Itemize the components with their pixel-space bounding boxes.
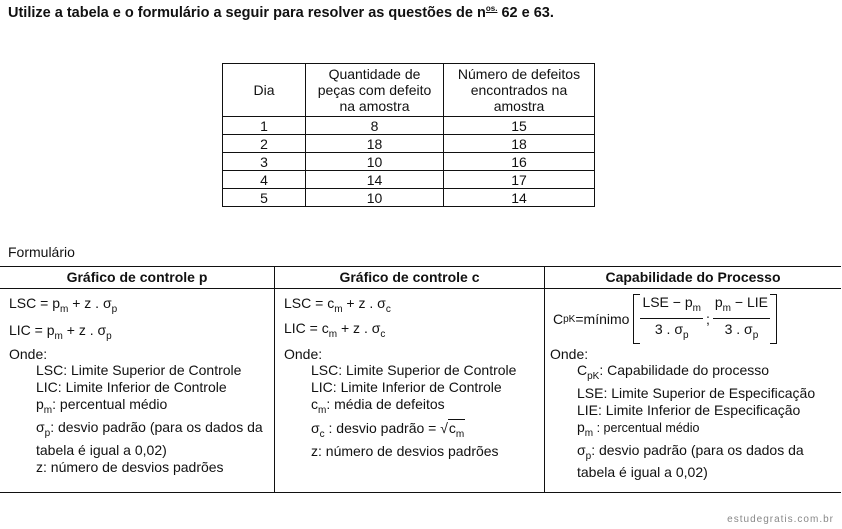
cell-numero: 18 [444, 135, 595, 153]
formula-cpk [553, 293, 777, 345]
column-title-capability: Capabilidade do Processo [545, 267, 841, 289]
sigma-symbol: σ [36, 418, 45, 435]
cell-dia: 5 [223, 189, 306, 207]
onde-label-c: Onde: [284, 346, 323, 362]
def-lsc-c: LSC: Limite Superior de Controle [311, 362, 517, 378]
lsc-c-sub2: c [385, 303, 391, 315]
fraction-lower-den [725, 319, 759, 344]
cm-text: : média de defeitos [326, 396, 445, 412]
table-row [223, 117, 595, 135]
frac1-den-sub: p [682, 329, 689, 341]
onde-label-p: Onde: [9, 346, 48, 362]
def-sigma-c [311, 419, 540, 443]
sigma-cap-symbol: σ [577, 441, 586, 458]
cell-dia: 1 [223, 117, 306, 135]
fraction-lower-num [713, 294, 770, 319]
table-header-row [223, 64, 595, 117]
cpk-symbol: C [553, 310, 564, 327]
column-control-c [275, 267, 545, 492]
pm-text: : percentual médio [52, 396, 168, 412]
frac1-num-sub: m [692, 303, 701, 314]
header-numero-defeitos [444, 64, 595, 117]
header-numero-line1: Número de defeitos [457, 66, 581, 82]
lic-p-sub2: p [106, 330, 112, 342]
cpk-bracket [633, 294, 777, 344]
lsc-c-sub: m [334, 303, 343, 315]
fraction-upper-num [640, 294, 703, 319]
lic-c-sub2: c [380, 328, 386, 340]
def-z-p: z: número de desvios padrões [36, 458, 224, 475]
def-z-c: z: número de desvios padrões [311, 442, 499, 459]
cell-dia: 4 [223, 171, 306, 189]
frac2-num-sub: m [722, 303, 732, 314]
def-pm-p [36, 396, 270, 419]
onde-label-cap: Onde: [550, 346, 589, 362]
table-row [223, 153, 595, 171]
fraction-separator: ; [705, 310, 710, 327]
cell-numero: 15 [444, 117, 595, 135]
question-heading [8, 4, 554, 21]
header-numero-line3: amostra [493, 98, 545, 114]
definitions-cap [577, 362, 837, 481]
formula-lsc-c [284, 295, 391, 318]
cell-dia: 2 [223, 135, 306, 153]
heading-text: Utilize a tabela e o formulário a seguir para resolver as questões de n [8, 4, 486, 21]
frac2-den: 3 . σ [724, 321, 753, 337]
def-cpk-symbol: C [577, 362, 588, 378]
def-cpk [577, 362, 837, 385]
cell-quantidade: 14 [306, 171, 444, 189]
sqrt-radicand [448, 419, 465, 443]
frac2-num-a: p [714, 294, 723, 311]
definitions-c [311, 362, 540, 460]
sqrt-sub: m [455, 428, 465, 440]
pm-symbol: p [36, 396, 44, 412]
formula-box [0, 266, 841, 493]
cell-dia: 3 [223, 153, 306, 171]
definitions-p [36, 362, 270, 476]
pm-cap-sub: m [584, 427, 594, 439]
pm-cap-symbol: p [577, 418, 585, 435]
formula-lic-p [9, 322, 112, 345]
cpk-eq: =mínimo [575, 310, 630, 327]
table-row [223, 171, 595, 189]
def-lie: LIE: Limite Inferior de Especificação [577, 401, 801, 418]
sigma-c-symbol: σ [311, 419, 320, 436]
def-sigma-cap [577, 442, 837, 482]
sigma-sub: p [44, 427, 51, 439]
lsc-c-part: LSC = c [284, 295, 335, 311]
def-pm-cap [577, 419, 837, 442]
header-numero-line2: encontrados na [470, 82, 568, 98]
def-lic-p: LIC: Limite Inferior de Controle [36, 379, 227, 395]
header-dia: Dia [223, 64, 306, 117]
lsc-c-part2: + z . σ [342, 295, 386, 311]
lic-p-part: LIC = p [9, 322, 55, 338]
header-quantidade-line1: Quantidade de [328, 66, 421, 82]
lic-p-part2: + z . σ [62, 322, 107, 338]
sigma-cap-text: : desvio padrão (para os dados da tabela é igual a 0,02) [577, 441, 804, 481]
fraction-upper [640, 294, 703, 344]
cell-numero: 16 [444, 153, 595, 171]
def-lse: LSE: Limite Superior de Especificação [577, 384, 816, 401]
pm-sub: m [43, 404, 53, 416]
fraction-upper-den [655, 319, 689, 344]
frac1-num: LSE − p [642, 294, 693, 311]
cpk-sub: pK [563, 313, 576, 325]
frac1-den: 3 . σ [654, 321, 683, 337]
header-quantidade [306, 64, 444, 117]
header-quantidade-line3: na amostra [339, 98, 410, 114]
watermark: estudegratis.com.br [727, 514, 834, 525]
pm-cap-text: : percentual médio [593, 420, 700, 435]
column-title-p: Gráfico de controle p [0, 267, 274, 289]
heading-tail: 62 e 63. [497, 4, 554, 21]
def-cm-c [311, 396, 540, 419]
lic-c-part: LIC = c [284, 320, 329, 336]
lsc-p-sub: m [59, 303, 69, 315]
cell-quantidade: 10 [306, 153, 444, 171]
sigma-c-sub: c [319, 428, 325, 440]
lsc-p-part: LSC = p [9, 295, 60, 311]
lic-c-part2: + z . σ [337, 320, 381, 336]
cell-quantidade: 18 [306, 135, 444, 153]
frac2-den-sub: p [752, 329, 759, 341]
def-cpk-text: : Capabilidade do processo [599, 362, 770, 378]
sqrt-var: c [448, 419, 456, 436]
def-sigma-p [36, 419, 270, 459]
lic-c-sub: m [328, 328, 338, 340]
cm-sub: m [318, 404, 327, 416]
data-table [222, 63, 595, 207]
lsc-p-sub2: p [111, 303, 118, 315]
lic-p-sub: m [54, 330, 63, 342]
column-title-c: Gráfico de controle c [275, 267, 544, 289]
cell-quantidade: 8 [306, 117, 444, 135]
column-control-p [0, 267, 275, 492]
frac2-num-b: − LIE [731, 294, 768, 311]
sqrt-icon: √ [440, 419, 448, 436]
sigma-cap-sub: p [585, 450, 592, 462]
cm-symbol: c [311, 396, 318, 412]
formulario-label: Formulário [8, 244, 75, 260]
lsc-p-part2: + z . σ [68, 295, 112, 311]
fraction-lower [713, 294, 770, 344]
def-lic-c: LIC: Limite Inferior de Controle [311, 379, 502, 395]
table-row [223, 135, 595, 153]
formula-lic-c [284, 320, 385, 343]
cell-quantidade: 10 [306, 189, 444, 207]
cell-numero: 17 [444, 171, 595, 189]
sigma-c-text: : desvio padrão = [324, 419, 441, 436]
formula-lsc-p [9, 295, 117, 318]
header-quantidade-line2: peças com defeito [317, 82, 432, 98]
column-capability [545, 267, 841, 492]
sigma-text: : desvio padrão (para os dados da tabela é igual a 0,02) [36, 418, 263, 458]
heading-superscript: os. [485, 4, 498, 13]
def-cpk-sub: pK [587, 370, 600, 382]
table-row [223, 189, 595, 207]
def-lsc-p: LSC: Limite Superior de Controle [36, 362, 242, 378]
cell-numero: 14 [444, 189, 595, 207]
